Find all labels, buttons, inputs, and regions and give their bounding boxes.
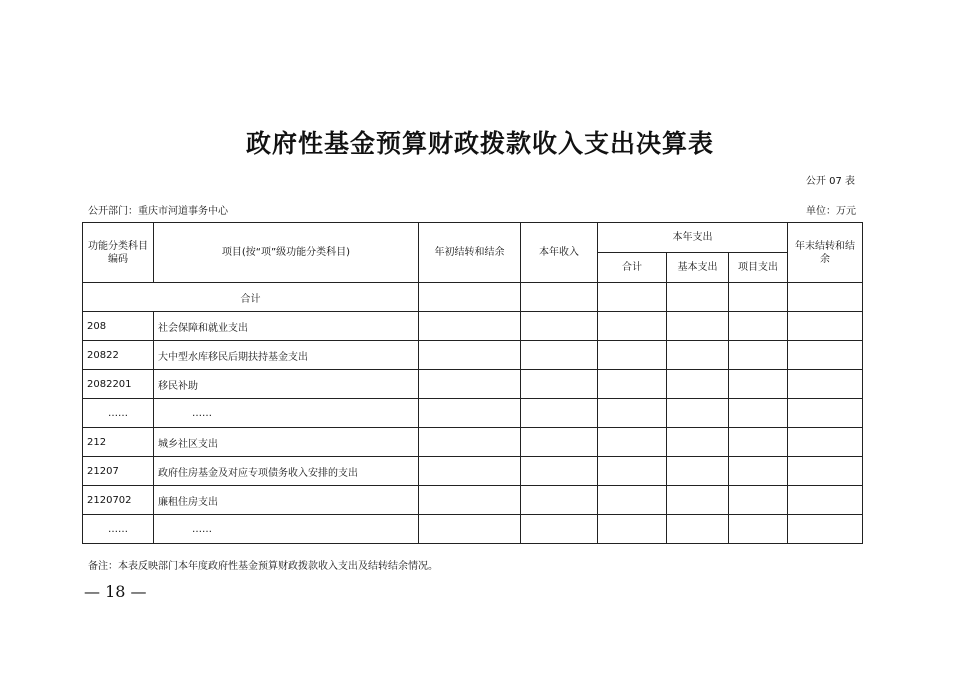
cell xyxy=(729,341,788,370)
row-code: 21207 xyxy=(83,457,154,486)
row-name: 大中型水库移民后期扶持基金支出 xyxy=(154,341,419,370)
budget-table xyxy=(82,222,863,544)
cell xyxy=(729,370,788,399)
cell xyxy=(729,399,788,428)
table-row xyxy=(83,457,863,486)
row-name: …… xyxy=(154,515,419,544)
header-expense-total: 合计 xyxy=(598,253,667,283)
cell xyxy=(419,486,521,515)
cell xyxy=(788,428,863,457)
header-opening: 年初结转和结余 xyxy=(419,223,521,283)
cell xyxy=(521,312,598,341)
table-row xyxy=(83,428,863,457)
cell xyxy=(729,515,788,544)
row-code: 20822 xyxy=(83,341,154,370)
table-code: 公开 07 表 xyxy=(805,176,855,187)
row-code: …… xyxy=(83,399,154,428)
cell xyxy=(521,457,598,486)
table-row xyxy=(83,399,863,428)
cell xyxy=(598,515,667,544)
cell xyxy=(521,428,598,457)
cell xyxy=(598,457,667,486)
table-row-total xyxy=(83,283,863,312)
cell xyxy=(788,486,863,515)
cell xyxy=(419,457,521,486)
cell xyxy=(788,283,863,312)
row-code: …… xyxy=(83,515,154,544)
cell xyxy=(598,486,667,515)
table-row xyxy=(83,515,863,544)
cell xyxy=(419,515,521,544)
cell xyxy=(788,312,863,341)
cell xyxy=(419,312,521,341)
header-expense-group: 本年支出 xyxy=(598,223,788,253)
cell xyxy=(521,370,598,399)
cell xyxy=(788,515,863,544)
cell xyxy=(598,283,667,312)
row-name: 城乡社区支出 xyxy=(154,428,419,457)
table-row xyxy=(83,486,863,515)
cell xyxy=(788,399,863,428)
cell xyxy=(729,283,788,312)
cell xyxy=(598,428,667,457)
cell xyxy=(729,486,788,515)
header-item: 项目(按“项”级功能分类科目) xyxy=(154,223,419,283)
cell xyxy=(667,486,729,515)
header-closing: 年末结转和结余 xyxy=(788,223,863,283)
cell xyxy=(667,515,729,544)
cell xyxy=(598,312,667,341)
row-name: …… xyxy=(154,399,419,428)
cell xyxy=(521,283,598,312)
cell xyxy=(788,341,863,370)
row-name: 移民补助 xyxy=(154,370,419,399)
cell xyxy=(419,370,521,399)
header-expense-project: 项目支出 xyxy=(729,253,788,283)
cell xyxy=(419,428,521,457)
unit-label: 单位：万元 xyxy=(806,206,856,217)
cell xyxy=(667,399,729,428)
row-code: 2082201 xyxy=(83,370,154,399)
cell xyxy=(419,399,521,428)
cell xyxy=(521,515,598,544)
cell xyxy=(667,457,729,486)
footnote: 备注：本表反映部门本年度政府性基金预算财政拨款收入支出及结转结余情况。 xyxy=(88,561,438,572)
total-label: 合计 xyxy=(83,283,419,312)
table-row xyxy=(83,341,863,370)
cell xyxy=(521,399,598,428)
row-code: 208 xyxy=(83,312,154,341)
cell xyxy=(788,457,863,486)
row-code: 2120702 xyxy=(83,486,154,515)
department-label: 公开部门：重庆市河道事务中心 xyxy=(88,206,228,217)
table-row xyxy=(83,312,863,341)
page-number: — 18 — xyxy=(84,582,147,601)
cell xyxy=(598,370,667,399)
cell xyxy=(729,428,788,457)
cell xyxy=(667,341,729,370)
cell xyxy=(788,370,863,399)
cell xyxy=(419,283,521,312)
cell xyxy=(419,341,521,370)
cell xyxy=(729,312,788,341)
table-row xyxy=(83,370,863,399)
cell xyxy=(521,486,598,515)
header-code: 功能分类科目编码 xyxy=(83,223,154,283)
cell xyxy=(598,399,667,428)
cell xyxy=(667,283,729,312)
header-income: 本年收入 xyxy=(521,223,598,283)
header-expense-basic: 基本支出 xyxy=(667,253,729,283)
row-name: 政府住房基金及对应专项债务收入安排的支出 xyxy=(154,457,419,486)
row-code: 212 xyxy=(83,428,154,457)
row-name: 社会保障和就业支出 xyxy=(154,312,419,341)
row-name: 廉租住房支出 xyxy=(154,486,419,515)
cell xyxy=(667,370,729,399)
cell xyxy=(667,312,729,341)
cell xyxy=(667,428,729,457)
cell xyxy=(729,457,788,486)
page-title: 政府性基金预算财政拨款收入支出决算表 xyxy=(245,129,714,158)
cell xyxy=(521,341,598,370)
cell xyxy=(598,341,667,370)
